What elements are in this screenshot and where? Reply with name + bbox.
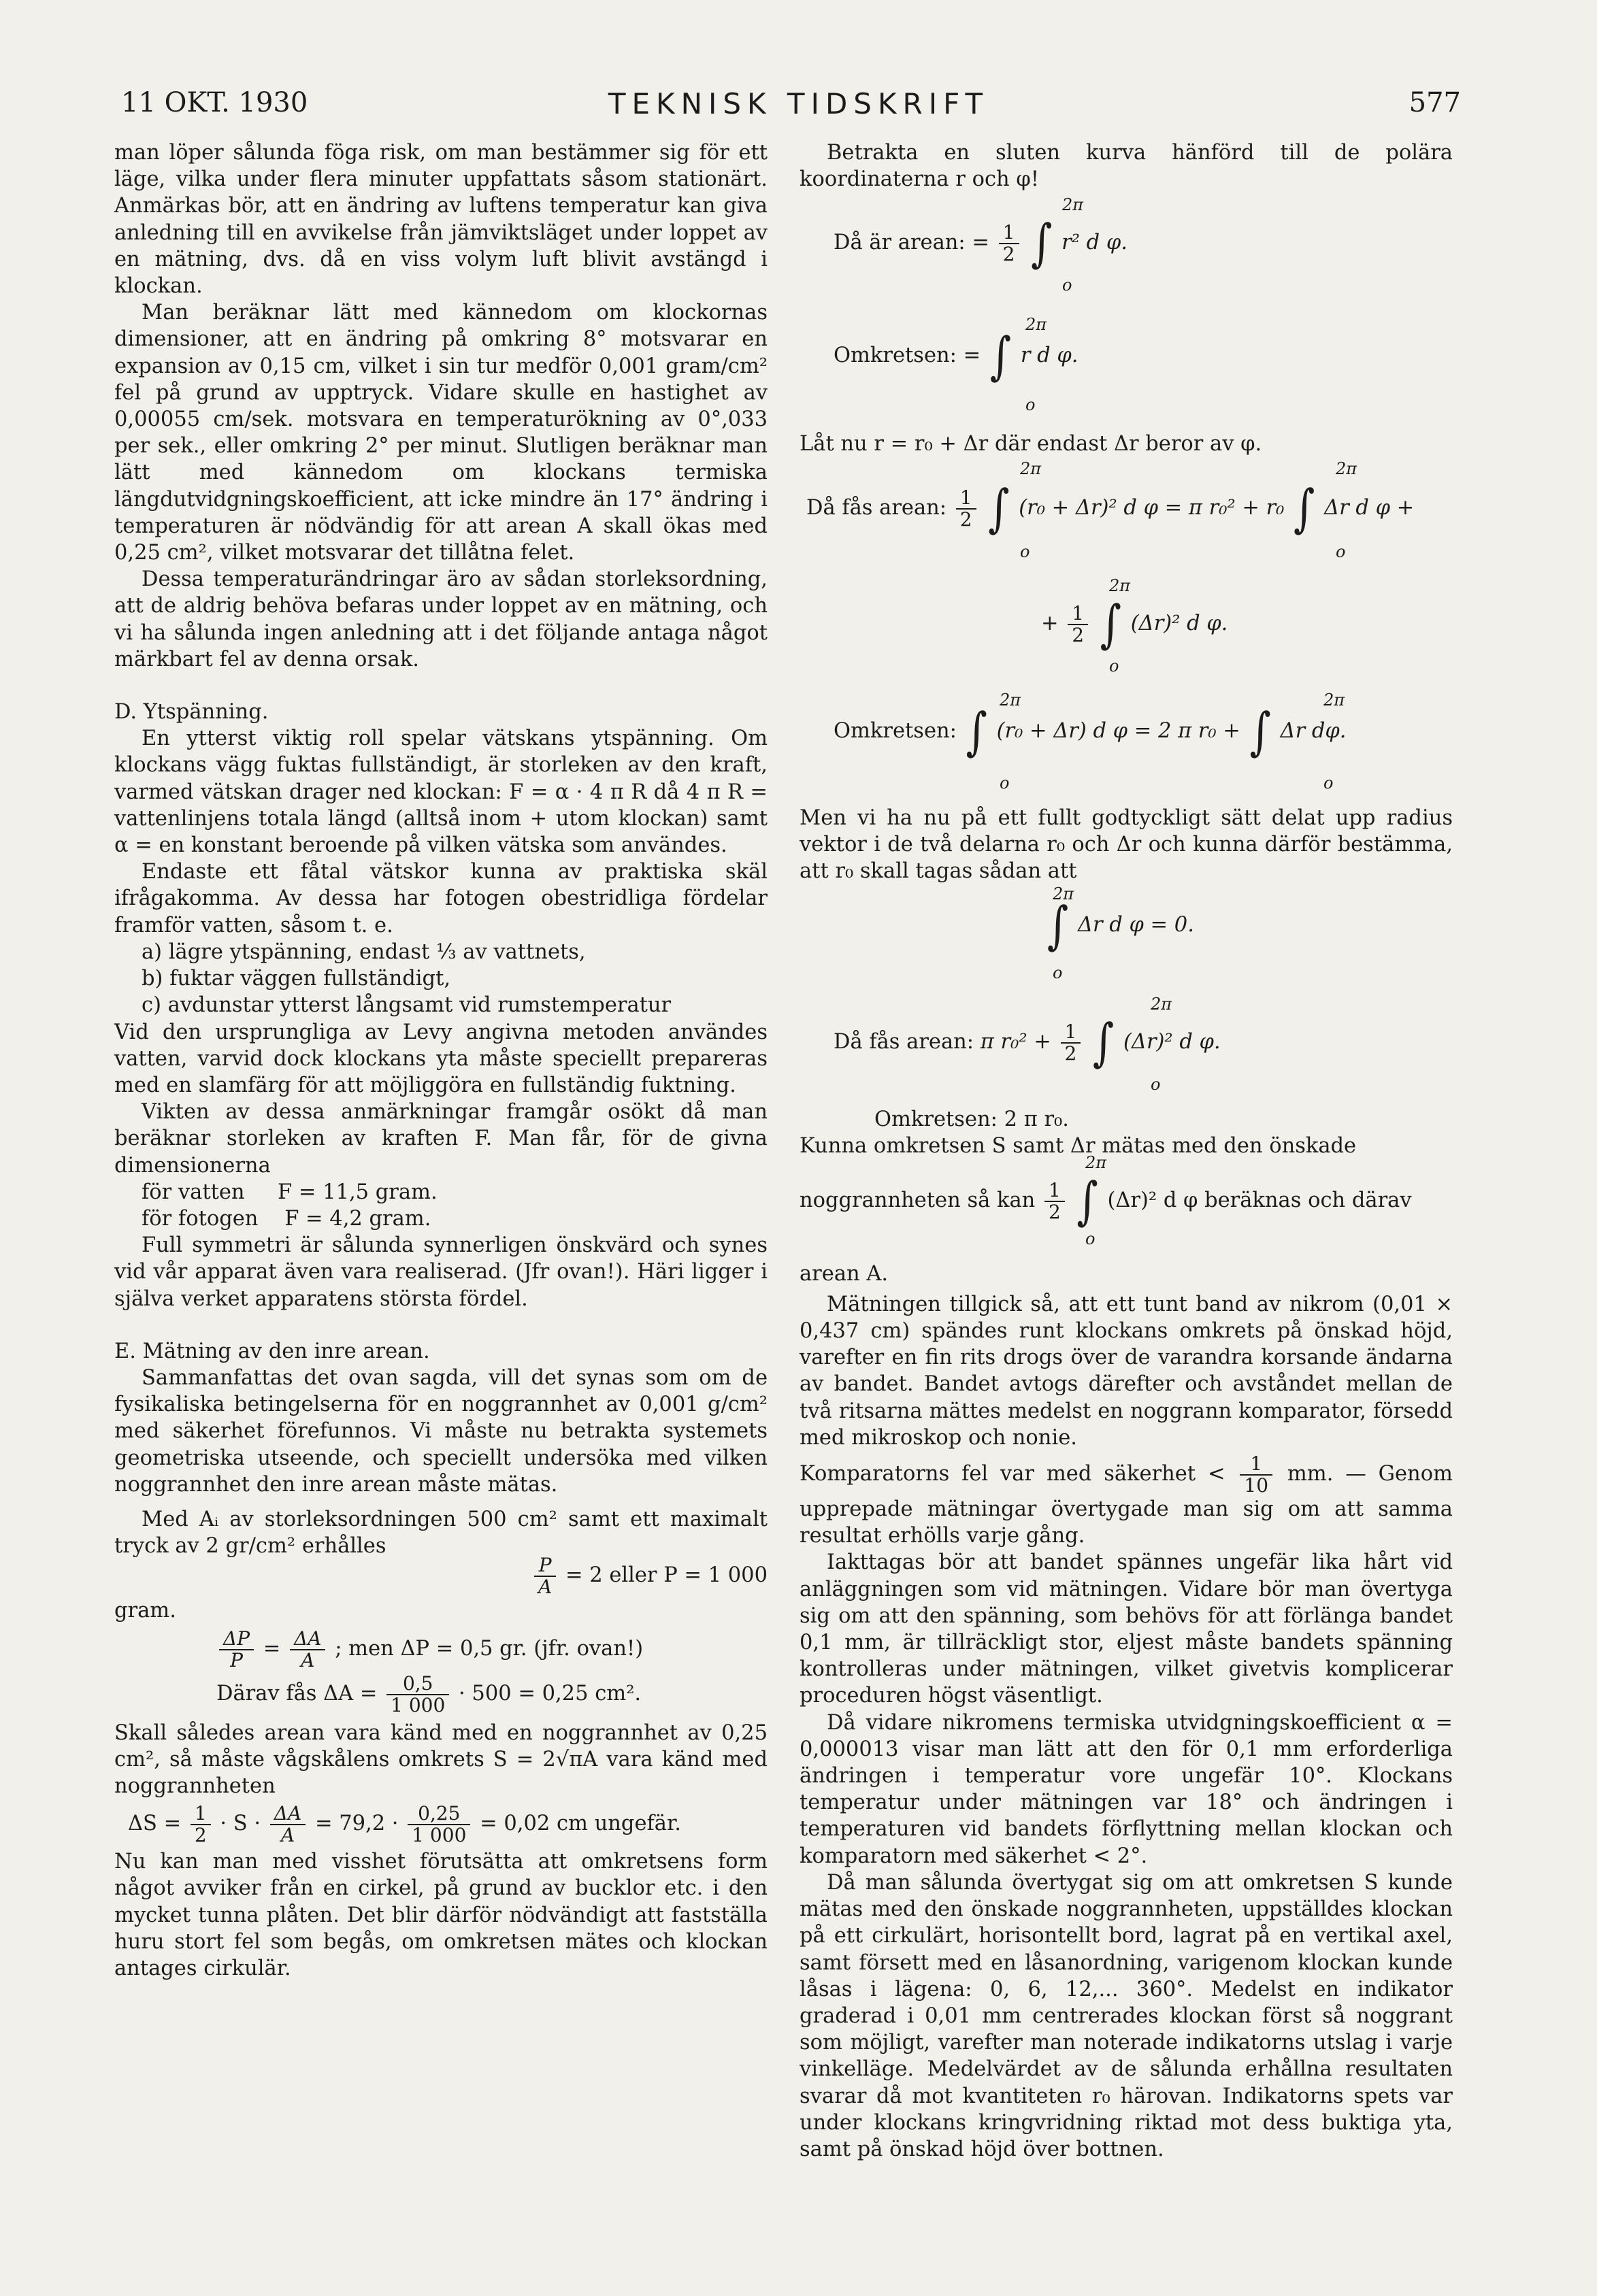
- list-item: a) lägre ytspänning, endast ⅓ av vattnets,: [142, 939, 586, 964]
- section-heading: E. Mätning av den inre arean.: [114, 1339, 430, 1363]
- issue-date: 11 OKT. 1930: [121, 87, 308, 118]
- formula: Då fås arean: $\frac{1}{2}$ ∫ (r₀ + Δr)² d φ = π r₀² + r₀ ∫ Δr d φ + 2π o 2π o: [806, 459, 1415, 561]
- integral-sign: ∫: [988, 478, 1010, 539]
- paragraph: Då vidare nikromens termiska utvidgningskoefficient α = 0,000013 visar man lätt att den för 0,1 mm erforderliga ändringen i temperatur vore ungefär 10°. Klockans temperatur under mätningen var 18° och ändringen i temperaturen vid bandets förflyttning mellan klockan och komparatorn med säkerhet < 2°.: [800, 1710, 1453, 1868]
- paragraph: Kunna omkretsen S samt Δr mätas med den önskade: [800, 1134, 1357, 1159]
- integral-sign: ∫: [1294, 478, 1315, 539]
- paragraph: Med Aᵢ av storleksordningen 500 cm² samt ett maximalt tryck av 2 gr/cm² erhålles: [114, 1507, 768, 1559]
- paragraph: Mätningen tillgick så, att ett tunt band av nikrom (0,01 × 0,437 cm) spändes runt klockans omkrets på önskad höjd, varefter en fin rits drogs över de varandra korsande ändarna av bandet. Bandet avtogs därefter och avståndet mellan de två ritsarna mättes medelst en noggrann komparator, försedd med mikroskop och nonie.: [800, 1292, 1453, 1450]
- paragraph: Dessa temperaturändringar äro av sådan storleksordning, att de aldrig behöva befaras under loppet av en mätning, och vi ha sålunda ingen anledning att i det följande antaga något märkbart fel av denna orsak.: [114, 567, 768, 671]
- integral-sign: ∫: [1093, 1013, 1115, 1073]
- advantage-list: [114, 939, 768, 1019]
- left-column: [114, 139, 768, 1982]
- formula: + $\frac{1}{2}$ ∫ (Δr)² d φ. 2π o: [1041, 576, 1228, 676]
- paragraph: Då man sålunda övertygat sig om att omkretsen S kunde mätas med den önskade noggrannheten, uppställdes klockan på ett cirkulärt, horisontellt bord, lagrat på en vertikal axel, samt försett med en låsanordning, varigenom klockan kunde låsas i lägena: 0, 6, 12,... 360°. Medelst en indikator graderad i 0,01 mm centrerades klockan först så noggrant som möjligt, varefter man noterade indikatorns utslag i varje vinkelläge. Medelvärdet av de sålunda erhållna resultaten svarar då mot kvantiteten r₀ härovan. Indikatorns spets var under klockans kringvridning riktad mot dess buktiga yta, samt på önskad höjd över bottnen.: [800, 1870, 1453, 2161]
- list-item: c) avdunstar ytterst långsamt vid rumstemperatur: [142, 993, 672, 1018]
- paragraph: Sammanfattas det ovan sagda, vill det synas som om de fysikaliska betingelserna för en noggrannhet av 0,001 g/cm² med säkerhet förefunnos. Vi måste nu betrakta systemets geometriska utseende, och speciellt undersöka med vilken noggrannhet den inre arean måste mätas.: [114, 1365, 768, 1497]
- paragraph: Komparatorns fel var med säkerhet < $\frac{1}{10}$ mm. — Genom upprepade mätningar övertygade man sig om att samma resultat erhölls varje gång.: [800, 1452, 1453, 1548]
- paragraph: Men vi ha nu på ett fullt godtyckligt sätt delat upp radius vektor i de två delarna r₀ och Δr och kunna därför bestämma, att r₀ skall tagas sådan att: [800, 805, 1453, 884]
- integral-sign: ∫: [1031, 214, 1053, 274]
- formula: Då fås arean: π r₀² + $\frac{1}{2}$ ∫ (Δr)² d φ. 2π o: [834, 995, 1221, 1095]
- integral-sign: ∫: [989, 327, 1012, 387]
- paragraph: En ytterst viktig roll spelar vätskans ytspänning. Om klockans vägg fuktas fullständigt, är storleken av den kraft, varmed vätskan drager ned klockan: F = α · 4 π R då 4 π R = vattenlinjens totala längd (alltså inom + utom klockan) samt α = en konstant beroende på vilken vätska som användes.: [114, 727, 768, 858]
- paragraph: Nu kan man med visshet förutsätta att omkretsens form något avviker från en cirkel, på grund av bucklor etc. i den mycket tunna plåten. Det blir därför nödvändigt att fastställa huru stort fel som begås, om omkretsen mätes och klockan antages cirkulär.: [114, 1850, 768, 1980]
- paragraph: Full symmetri är sålunda synnerligen önskvärd och synes vid vår apparat även vara realiserad. (Jfr ovan!). Häri ligger i själva verket apparatens största fördel.: [114, 1233, 768, 1311]
- formula: Omkretsen: = ∫ r d φ. 2π o: [834, 315, 1079, 415]
- journal-title: TEKNISK TIDSKRIFT: [608, 87, 989, 120]
- formula-line: Omkretsen: 2 π r₀.: [874, 1108, 1069, 1132]
- list-item: b) fuktar väggen fullständigt,: [142, 967, 451, 991]
- paragraph: Endaste ett fåtal vätskor kunna av praktiska skäl ifrågakomma. Av dessa har fotogen obestridliga fördelar framför vatten, såsom t. e.: [114, 860, 768, 937]
- formula: Då är arean: = $\frac{1}{2}$ ∫ r² d φ. 2π o: [834, 195, 1127, 295]
- right-column: [800, 139, 1453, 2163]
- formula: noggrannheten så kan $\frac{1}{2}$ ∫ (Δr)² d φ beräknas och därav 2π o: [800, 1152, 1412, 1248]
- paragraph: Låt nu r = r₀ + Δr där endast Δr beror av φ.: [800, 432, 1262, 456]
- formula: $\frac{P}{A}$ = 2 eller P = 1 000: [114, 1555, 768, 1597]
- value-line: för fotogen F = 4,2 gram.: [142, 1206, 431, 1231]
- integral-sign: ∫: [1249, 701, 1271, 762]
- integral-sign: ∫: [1100, 594, 1122, 654]
- paragraph: arean A.: [800, 1261, 889, 1286]
- section-heading: D. Ytspänning.: [114, 700, 269, 725]
- paragraph: man löper sålunda föga risk, om man bestämmer sig för ett läge, vilka under flera minuter uppfattats såsom stationärt. Anmärkas bör, att en ändring av luftens temperatur kan giva anledning till en avvikelse från jämviktsläget under loppet av en mätning, dvs. då en viss volym luft blivit avstängd i klockan.: [114, 141, 768, 299]
- integral-sign: ∫: [1047, 896, 1069, 956]
- paragraph: Betrakta en sluten kurva hänförd till de polära koordinaterna r och φ!: [800, 141, 1453, 192]
- paragraph: Vikten av dessa anmärkningar framgår osökt då man beräknar storleken av kraften F. Man får, för de givna dimensionerna: [114, 1100, 768, 1178]
- paragraph: Vid den ursprungliga av Levy angivna metoden användes vatten, varvid dock klockans yta måste speciellt prepareras med en slamfärg för att möjliggöra en fullständig fuktning.: [114, 1020, 768, 1097]
- value-line: för vatten F = 11,5 gram.: [142, 1180, 438, 1204]
- paragraph: Skall således arean vara känd med en noggrannhet av 0,25 cm², så måste vågskålens omkrets S = 2√πA vara känd med noggrannheten: [114, 1720, 768, 1798]
- paragraph: Man beräknar lätt med kännedom om klockornas dimensioner, att en ändring på omkring 8° motsvarar en expansion av 0,15 cm, vilket i sin tur medför 0,001 gram/cm² fel på grund av upptryck. Vidare skulle en hastighet av 0,00055 cm/sek. motsvara en temperaturökning av 0°,033 per sek., eller omkring 2° per minut. Slutligen beräknar man lätt med kännedom om klockans termiska längdutvidgningskoefficient, att icke mindre än 17° ändring i temperaturen är nödvändig för att arean A skall ökas med 0,25 cm², vilket motsvarar det tillåtna felet.: [114, 301, 768, 565]
- page-number: 577: [1409, 87, 1461, 118]
- formula: Därav fås ΔA = $\frac{0,5}{1 000}$ · 500 = 0,25 cm².: [216, 1671, 642, 1716]
- formula: ΔS = $\frac{1}{2}$ · S · $\frac{\Delta A}{A}$ = 79,2 · $\frac{0,25}{1 000}$ = 0,02 cm ungefär.: [128, 1802, 681, 1847]
- formula: Omkretsen: ∫ (r₀ + Δr) d φ = 2 π r₀ + ∫ Δr dφ. 2π o 2π o: [834, 690, 1347, 793]
- paragraph: gram.: [114, 1599, 176, 1623]
- paragraph: Iakttagas bör att bandet spännes ungefär lika hårt vid anläggningen som vid mätningen. Vidare bör man övertyga sig om att den spänning, som behövs för att förlänga bandet 0,1 mm, är tillräckligt stor, eljest måste bandets spänning kontrolleras under mätningen, vilket givetvis komplicerar proceduren högst väsentligt.: [800, 1550, 1453, 1708]
- formula: ∫ Δr d φ = 0. 2π o: [1047, 884, 1194, 983]
- formula: $\frac{\Delta P}{P}$ = $\frac{\Delta A}{A}$ ; men ΔP = 0,5 gr. (jfr. ovan!): [216, 1629, 768, 1671]
- integral-sign: ∫: [1076, 1171, 1098, 1231]
- integral-sign: ∫: [966, 701, 987, 762]
